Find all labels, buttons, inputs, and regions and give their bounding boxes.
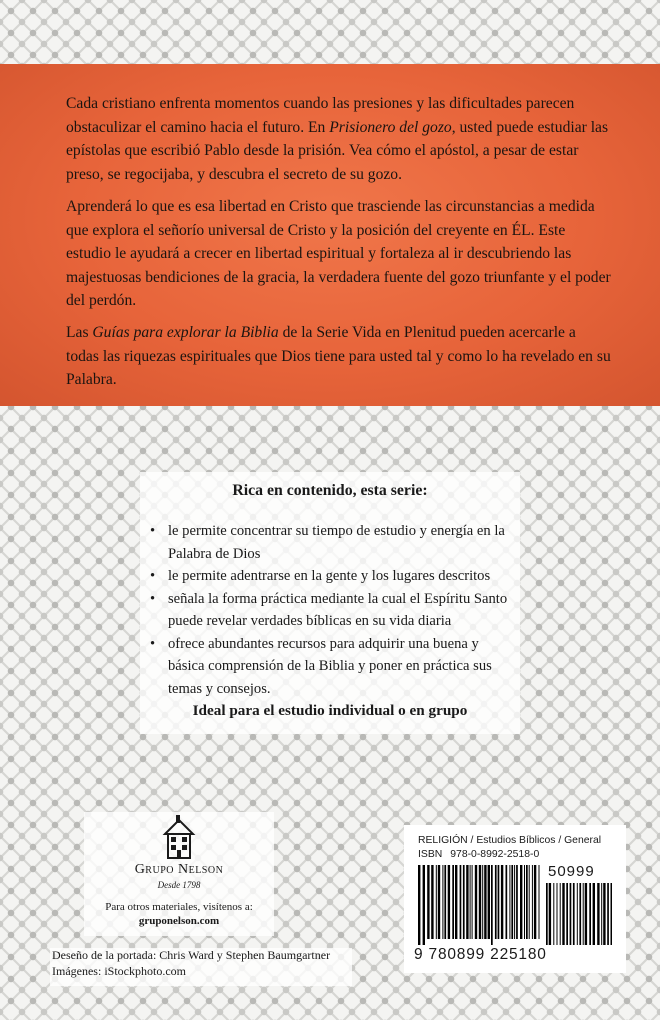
house-logo-icon: [162, 814, 196, 860]
barcode-bar: [566, 883, 568, 945]
barcode-bar: [431, 865, 433, 939]
barcode-bar: [466, 865, 468, 939]
barcode-bar: [444, 865, 446, 939]
intro-paragraph-2: Aprenderá lo que es esa libertad en Cristo que trasciende las circunstancias a medida que explora el señorío universal de Cristo y la posición del creyente en ÉL. Este estudio le ayudará a crecer en libertad espiritual y fortaleza al ir descubriendo las majestuosas bendiciones de la gracia, la verdadera fuente del gozo triunfante y el poder del perdón.: [66, 198, 611, 309]
barcode-bar: [560, 883, 561, 945]
barcode-bar: [539, 865, 540, 939]
barcode-bar: [498, 865, 500, 939]
barcode-bar: [516, 865, 518, 939]
isbn-label: ISBN: [418, 849, 443, 860]
publisher-since: Desde 1798: [157, 880, 201, 890]
series-heading: Rica en contenido, esta serie:: [232, 482, 428, 499]
barcode-bar: [593, 883, 595, 945]
list-item: • señala la forma práctica mediante la cual el Espíritu Santo puede revelar verdades bíblicas en su vida diaria: [150, 588, 510, 633]
barcode-bar: [423, 865, 425, 945]
barcode-bar: [479, 865, 481, 939]
barcode-bar: [511, 865, 513, 939]
book-title: Prisionero del gozo: [329, 118, 452, 136]
barcode-bar: [597, 883, 599, 945]
barcode-bar: [589, 883, 591, 945]
barcode-bar: [452, 865, 454, 939]
barcode-bar: [495, 865, 497, 939]
features-list: [150, 520, 510, 700]
barcode-bar: [484, 865, 486, 939]
barcode-bar: [570, 883, 572, 945]
barcode-bar: [579, 883, 581, 945]
barcode-bar: [506, 865, 508, 939]
category-label: RELIGIÓN / Estudios Bíblicos / General: [418, 835, 602, 846]
publisher-name: Grupo Nelson: [134, 862, 224, 877]
barcode-bar: [601, 883, 602, 945]
barcode-bar: [482, 865, 483, 939]
barcode-bar: [611, 883, 613, 945]
barcode-bar: [534, 865, 536, 939]
description-band: [0, 64, 660, 406]
barcode-bar: [448, 865, 450, 939]
barcode-bar: [532, 865, 533, 939]
barcode-bar: [607, 883, 609, 945]
barcode-bar: [573, 883, 575, 945]
barcode-bar: [475, 865, 477, 939]
barcode-bar: [603, 883, 605, 945]
more-materials-text: Para otros materiales, visítenos a:: [105, 901, 253, 913]
series-features-box: [140, 472, 520, 734]
barcode-bar: [463, 865, 465, 939]
barcode-bar: [509, 865, 510, 939]
barcode-block: [404, 825, 626, 973]
barcode-bar: [524, 865, 525, 939]
barcode-bar: [455, 865, 457, 939]
ean-number: 9 780899 225180: [414, 946, 547, 963]
barcode-bar: [562, 883, 564, 945]
barcode-bar: [436, 865, 437, 939]
intro-paragraph-1: Cada cristiano enfrenta momentos cuando las presiones y las dificultades parecen obstaculizar el camino hacia el futuro. En Prisionero del gozo, usted puede estudiar las epístolas que escribió Pablo desde la prisión. Vea cómo el apóstol, a pesar de estar preso, se regocijaba, y descubra el secreto de su gozo.: [66, 95, 609, 183]
barcode-bar: [520, 865, 522, 939]
barcode-bar: [585, 883, 587, 945]
cover-credits: [50, 948, 352, 986]
barcode-bar: [438, 865, 440, 939]
ean-barcode: [418, 865, 542, 945]
barcode-bar: [418, 865, 420, 945]
barcode-bar: [546, 883, 548, 945]
ideal-tagline: Ideal para el estudio individual o en grupo: [192, 702, 468, 719]
isbn-line: [418, 849, 539, 860]
barcode-bar: [442, 865, 443, 939]
list-item: • le permite concentrar su tiempo de estudio y energía en la Palabra de Dios: [150, 520, 510, 565]
publisher-url[interactable]: gruponelson.com: [138, 915, 220, 927]
barcode-bar: [427, 865, 429, 939]
list-item: • ofrece abundantes recursos para adquirir una buena y básica comprensión de la Biblia y poner en práctica sus temas y consejos.: [150, 633, 510, 701]
barcode-bar: [491, 865, 493, 945]
barcode-bar: [549, 883, 551, 945]
supplement-barcode: [546, 883, 612, 945]
barcode-bar: [553, 883, 554, 945]
barcode-bar: [488, 865, 490, 939]
design-credit: Deseño de la portada: Chris Ward y Stephen Baumgartner: [52, 948, 331, 962]
intro-paragraph-3: Las Guías para explorar la Biblia de la Serie Vida en Plenitud pueden acercarle a todas las riquezas espirituales que Dios tiene para usted tal y como lo ha revelado en su Palabra.: [66, 324, 611, 388]
barcode-bar: [526, 865, 528, 939]
barcode-bar: [470, 865, 471, 939]
images-credit: Imágenes: iStockphoto.com: [52, 963, 186, 978]
barcode-bar: [557, 883, 558, 945]
barcode-bar: [460, 865, 462, 939]
list-item: • le permite adentrarse en la gente y los lugares descritos: [150, 565, 510, 588]
series-title: Guías para explorar la Biblia: [92, 324, 279, 341]
publisher-block: [84, 812, 274, 936]
barcode-bar: [529, 865, 530, 939]
barcode-bar: [501, 865, 503, 939]
barcode-bar: [577, 883, 578, 945]
barcode-bar: [583, 883, 584, 945]
price-supplement-number: 50999: [548, 863, 595, 880]
barcode-bar: [472, 865, 473, 939]
isbn-number: 978-0-8992-2518-0: [450, 849, 540, 860]
barcode-bar: [514, 865, 515, 939]
